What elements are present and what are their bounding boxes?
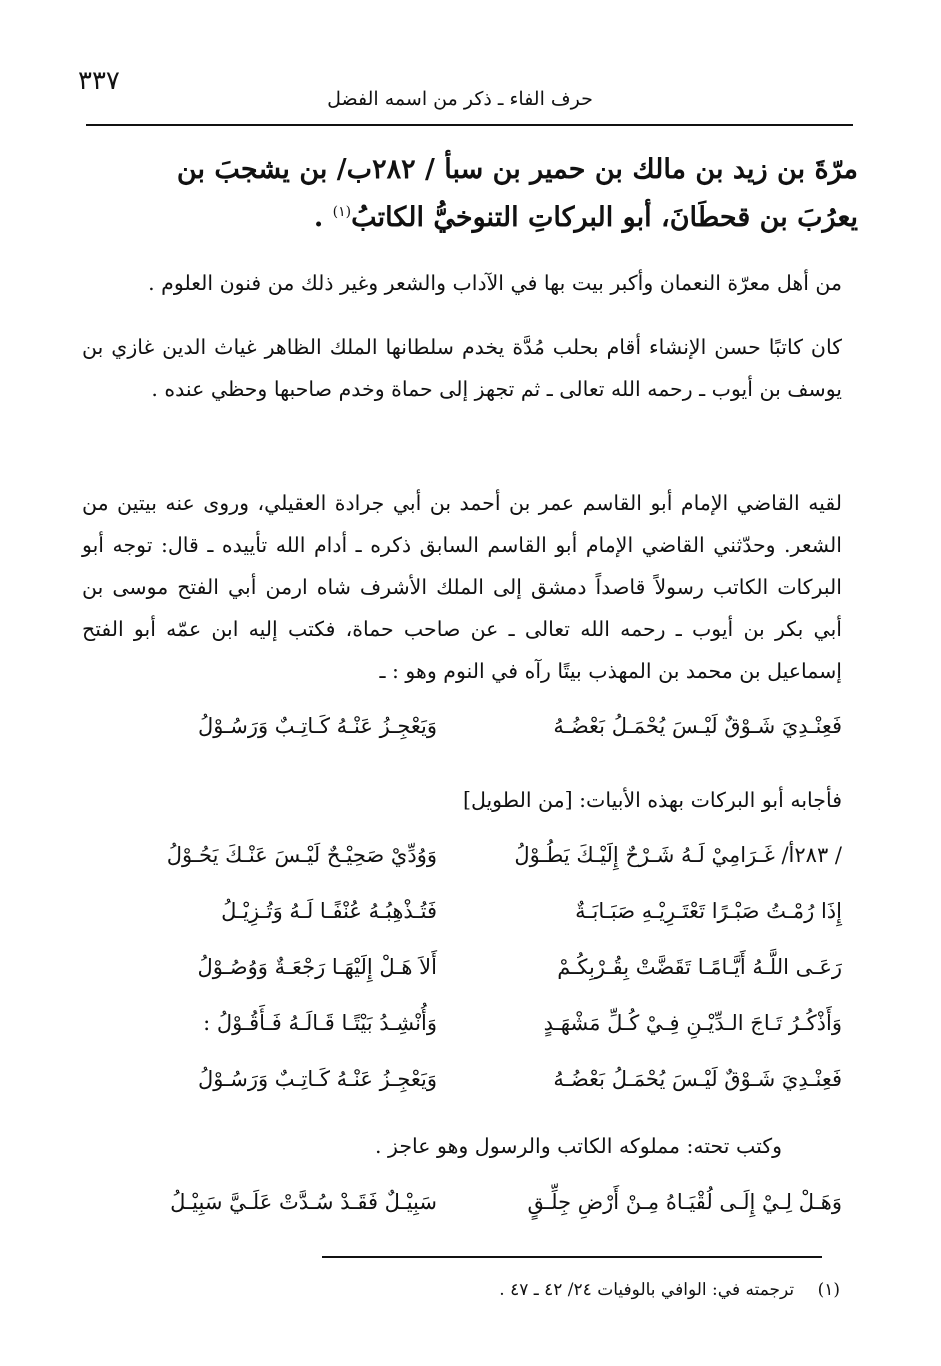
poem-verse-2 — [82, 899, 842, 939]
poem-verse-4 — [82, 1011, 842, 1051]
paragraph-narration: لقيه القاضي الإمام أبو القاسم عمر بن أحمد بن أبي جرادة العقيلي، وروى عنه بيتين من الشعر. وحدّثني القاضي الإمام أبو القاسم السابق ذكره ـ أدام الله تأييده ـ قال: توجه أبو البركات الكاتب رسولاً قاصداً دمشق إلى الملك الأشرف شاه ارمن أبي الفتح موسى بن أبي بكر بن أيوب ـ رحمه الله تعالى ـ عن صاحب حماة، فكتب إليه ابن عمّه أبو الفتح إسماعيل بن محمد بن المهذب بيتًا رآه في النوم وهو : ـ — [82, 491, 842, 683]
entry-title-line-2-text: يعرُبَ بن قحطَانَ، أبو البركاتِ التنوخيُّ الكاتبُ — [351, 202, 858, 233]
closing-verse-first: وَهَـلْ لِـيْ إِلَـى لُقْيَـاهُ مِـنْ أَرْضِ جِلِّـقٍ — [527, 1190, 842, 1214]
entry-title-line-2 — [150, 188, 858, 242]
footnote-marker: (١) — [817, 1280, 840, 1300]
poem-verse-5-first: فَعِنْـدِيَ شَـوْقٌ لَيْـسَ يُحْمَـلُ بَعْضُـهُ — [553, 1067, 842, 1091]
poem-verse-1 — [82, 843, 842, 883]
poem-verse-5-second: وَيَعْجِـزُ عَنْـهُ كَـاتِـبٌ وَرَسُـوْلُ — [197, 1067, 437, 1091]
footnote-rule — [322, 1256, 822, 1258]
verse-first-hemistich: فَعِنْـدِيَ شَـوْقٌ لَيْـسَ يُحْمَـلُ بَعْضُـهُ — [553, 714, 842, 738]
closing-verse-second: سَبِيْـلٌ فَقَـدْ سُـدَّتْ عَلَـيَّ سَبِيْـلُ — [170, 1190, 437, 1214]
poem-verse-1-first: / ٢٨٣أ/ غَـرَامِيْ لَـهُ شَـرْحٌ إِلَيْـكَ يَطُـوْلُ — [514, 843, 842, 867]
poem-verse-3 — [82, 955, 842, 995]
footnote-reference: (١) — [332, 204, 352, 220]
poem-verse-3-first: رَعَـى اللَّـهُ أَيَّـامًـا تَقَضَّتْ بِقُـرْبِكُـمْ — [557, 955, 842, 979]
poem-verse-1-second: وَوُدِّيْ صَحِيْـحٌ لَيْـسَ عَنْـكَ يَحُـوْلُ — [166, 843, 437, 867]
poem-verse-5 — [82, 1067, 842, 1107]
footnote — [300, 1280, 840, 1300]
verse-second-hemistich: وَيَعْجِـزُ عَنْـهُ كَـاتِـبٌ وَرَسُـوْلُ — [197, 714, 437, 738]
paragraph-career: كان كاتبًا حسن الإنشاء أقام بحلب مُدَّة يخدم سلطانها الملك الظاهر غياث الدين غازي بن يوسف بن أيوب ـ رحمه الله تعالى ـ ثم تجهز إلى حماة وخدم صاحبها وحظي عنده . — [82, 335, 842, 401]
poem-verse-2-first: إِذَا رُمْـتُ صَبْـرًا تَعْتَـرِيْـهِ صَبَـابَـةٌ — [575, 899, 842, 923]
poem-verse-2-second: فَتُـذْهِبُـهُ عُنْفًـا لَـهُ وَتُـزِيْـلُ — [221, 899, 437, 923]
footnote-text: ترجمته في: الوافي بالوفيات ٢٤/ ٤٢ ـ ٤٧ . — [499, 1280, 795, 1300]
poem-verse-4-second: وَأُنْشِـدُ بَيْتًـا قَـالَـهُ فَـأَقُـوْلُ : — [203, 1011, 437, 1035]
verse-single — [82, 714, 842, 754]
entry-title-line-1: مرّةَ بن زيد بن مالك بن حمير بن سبأ / ٢٨٢ب/ بن يشجبَ بن — [176, 154, 858, 185]
header-rule — [86, 124, 853, 126]
paragraph-origin: من أهل معرّة النعمان وأكبر بيت بها في الآداب والشعر وغير ذلك من فنون العلوم . — [148, 271, 842, 295]
closing-verse — [82, 1190, 842, 1230]
running-title: حرف الفاء ـ ذكر من اسمه الفضل — [327, 88, 593, 110]
entry-title-line-2-end: . — [313, 202, 333, 233]
poem-verse-4-first: وَأَذْكُـرُ تَـاجَ الـدِّيْـنِ فِـيْ كُـلِّ مَشْهَـدٍ — [543, 1011, 842, 1035]
closing-intro: وكتب تحته: مملوكه الكاتب والرسول وهو عاجز . — [374, 1134, 782, 1158]
poem-verse-3-second: أَلاَ هَـلْ إِلَيْهَـا رَجْعَـةٌ وَوُصُـوْلُ — [197, 955, 437, 979]
page-number: ٣٣٧ — [78, 66, 120, 96]
reply-intro: فأجابه أبو البركات بهذه الأبيات: [من الطويل] — [462, 788, 842, 812]
